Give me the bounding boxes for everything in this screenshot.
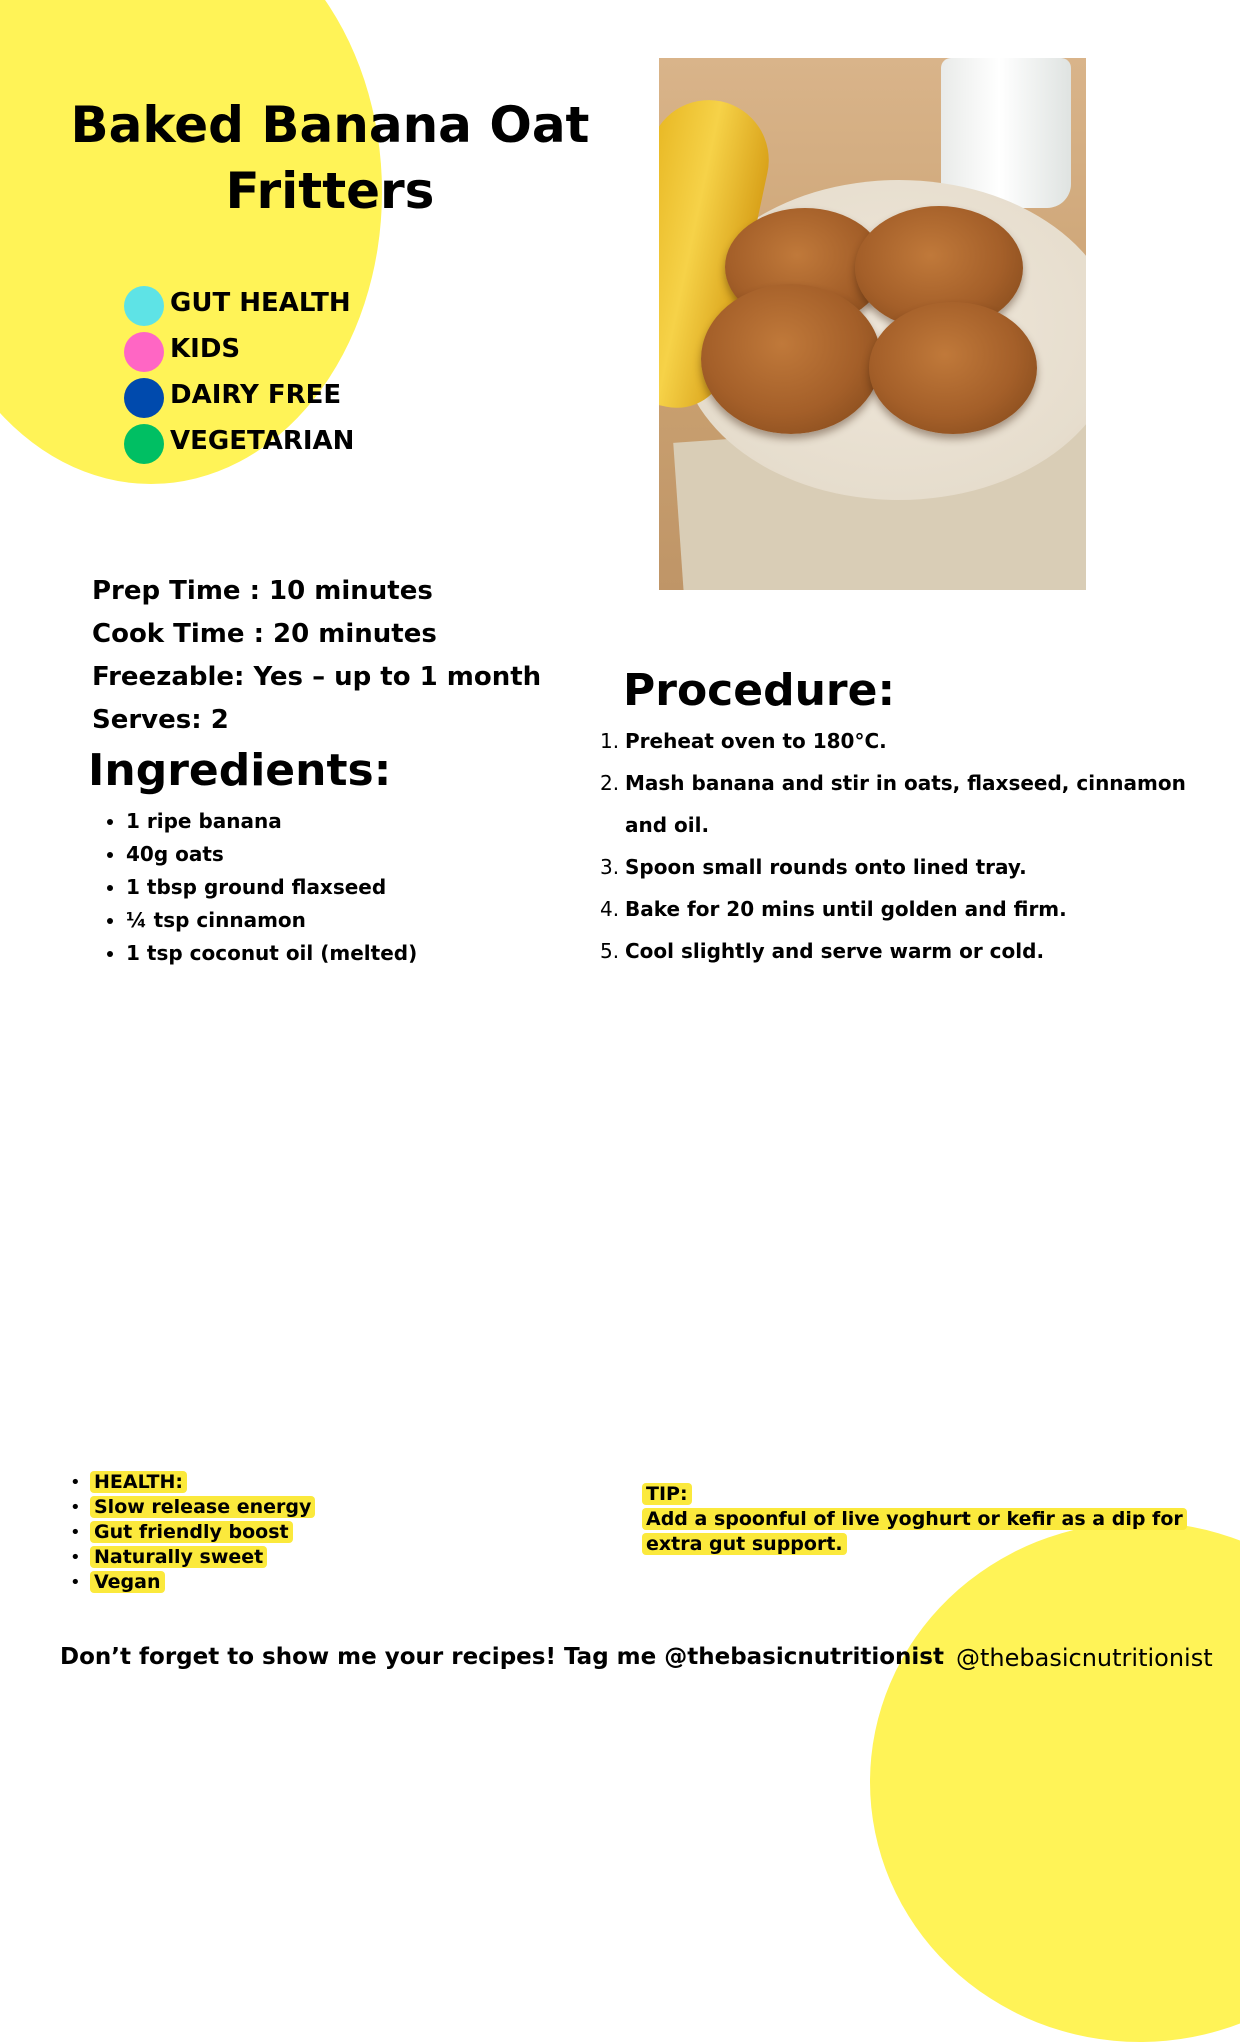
step-number: 2. bbox=[600, 771, 620, 795]
cook-time: Cook Time : 20 minutes bbox=[92, 619, 437, 649]
step-text: Preheat oven to 180°C. bbox=[625, 729, 887, 753]
health-item bbox=[68, 1545, 315, 1570]
ingredients-heading: Ingredients: bbox=[88, 745, 392, 796]
tag-label: VEGETARIAN bbox=[170, 426, 355, 456]
health-item bbox=[68, 1570, 315, 1595]
step-number: 4. bbox=[600, 897, 620, 921]
tag-dot bbox=[124, 332, 164, 372]
ingredient-item: • 40g oats bbox=[126, 838, 417, 871]
procedure-step bbox=[600, 888, 1210, 930]
tag-label: DAIRY FREE bbox=[170, 380, 342, 410]
procedure-list bbox=[600, 720, 1210, 972]
bullet-icon: • bbox=[70, 1572, 81, 1593]
health-benefits bbox=[68, 1470, 315, 1595]
health-item bbox=[68, 1520, 315, 1545]
tag-dot bbox=[124, 378, 164, 418]
prep-time: Prep Time : 10 minutes bbox=[92, 576, 433, 606]
ingredient-item: • 1 tbsp ground flaxseed bbox=[126, 871, 417, 904]
tag-dot bbox=[124, 286, 164, 326]
ingredient-item: • 1 ripe banana bbox=[126, 805, 417, 838]
recipe-title-line2: Fritters bbox=[225, 162, 435, 220]
fritter bbox=[701, 284, 881, 434]
health-item-text: Vegan bbox=[90, 1571, 165, 1593]
ingredient-item: • 1 tsp coconut oil (melted) bbox=[126, 937, 417, 970]
step-number: 3. bbox=[600, 855, 620, 879]
step-number: 1. bbox=[600, 729, 620, 753]
health-item-text: HEALTH: bbox=[90, 1471, 187, 1493]
bullet-icon: • bbox=[70, 1472, 81, 1493]
procedure-step bbox=[600, 846, 1210, 888]
footer-handle: @thebasicnutritionist bbox=[956, 1644, 1213, 1672]
tip-label: TIP: bbox=[642, 1483, 692, 1505]
tip-text: Add a spoonful of live yoghurt or kefir as a dip for extra gut support. bbox=[642, 1508, 1187, 1555]
footer-message: Don’t forget to show me your recipes! Tag me @thebasicnutritionist bbox=[60, 1644, 944, 1670]
serves: Serves: 2 bbox=[92, 705, 229, 735]
health-item-text: Naturally sweet bbox=[90, 1546, 267, 1568]
health-item bbox=[68, 1495, 315, 1520]
tag-dot bbox=[124, 424, 164, 464]
recipe-title-line1: Baked Banana Oat bbox=[70, 96, 590, 154]
bullet-icon: • bbox=[70, 1497, 81, 1518]
ingredient-item: • ¼ tsp cinnamon bbox=[126, 904, 417, 937]
step-number: 5. bbox=[600, 939, 620, 963]
health-item-text: Slow release energy bbox=[90, 1496, 315, 1518]
procedure-heading: Procedure: bbox=[623, 665, 896, 716]
tip-box bbox=[642, 1482, 1202, 1557]
procedure-step bbox=[600, 720, 1210, 762]
step-text: Cool slightly and serve warm or cold. bbox=[625, 939, 1045, 963]
recipe-photo bbox=[659, 58, 1086, 590]
health-item-text: Gut friendly boost bbox=[90, 1521, 293, 1543]
health-item bbox=[68, 1470, 315, 1495]
bullet-icon: • bbox=[70, 1547, 81, 1568]
fritter bbox=[869, 302, 1037, 434]
step-text: Mash banana and stir in oats, flaxseed, cinnamon and oil. bbox=[625, 771, 1186, 837]
step-text: Bake for 20 mins until golden and firm. bbox=[625, 897, 1067, 921]
recipe-title bbox=[40, 92, 620, 224]
tag-label: KIDS bbox=[170, 334, 241, 364]
bullet-icon: • bbox=[70, 1522, 81, 1543]
procedure-step bbox=[600, 762, 1210, 846]
yellow-blob-top-left bbox=[0, 0, 382, 484]
recipe-info bbox=[92, 570, 541, 742]
tag-label: GUT HEALTH bbox=[170, 288, 351, 318]
freezable: Freezable: Yes – up to 1 month bbox=[92, 662, 542, 692]
step-text: Spoon small rounds onto lined tray. bbox=[625, 855, 1027, 879]
procedure-step bbox=[600, 930, 1210, 972]
yellow-blob-bottom-right bbox=[870, 1522, 1240, 2042]
ingredients-list bbox=[104, 805, 417, 970]
